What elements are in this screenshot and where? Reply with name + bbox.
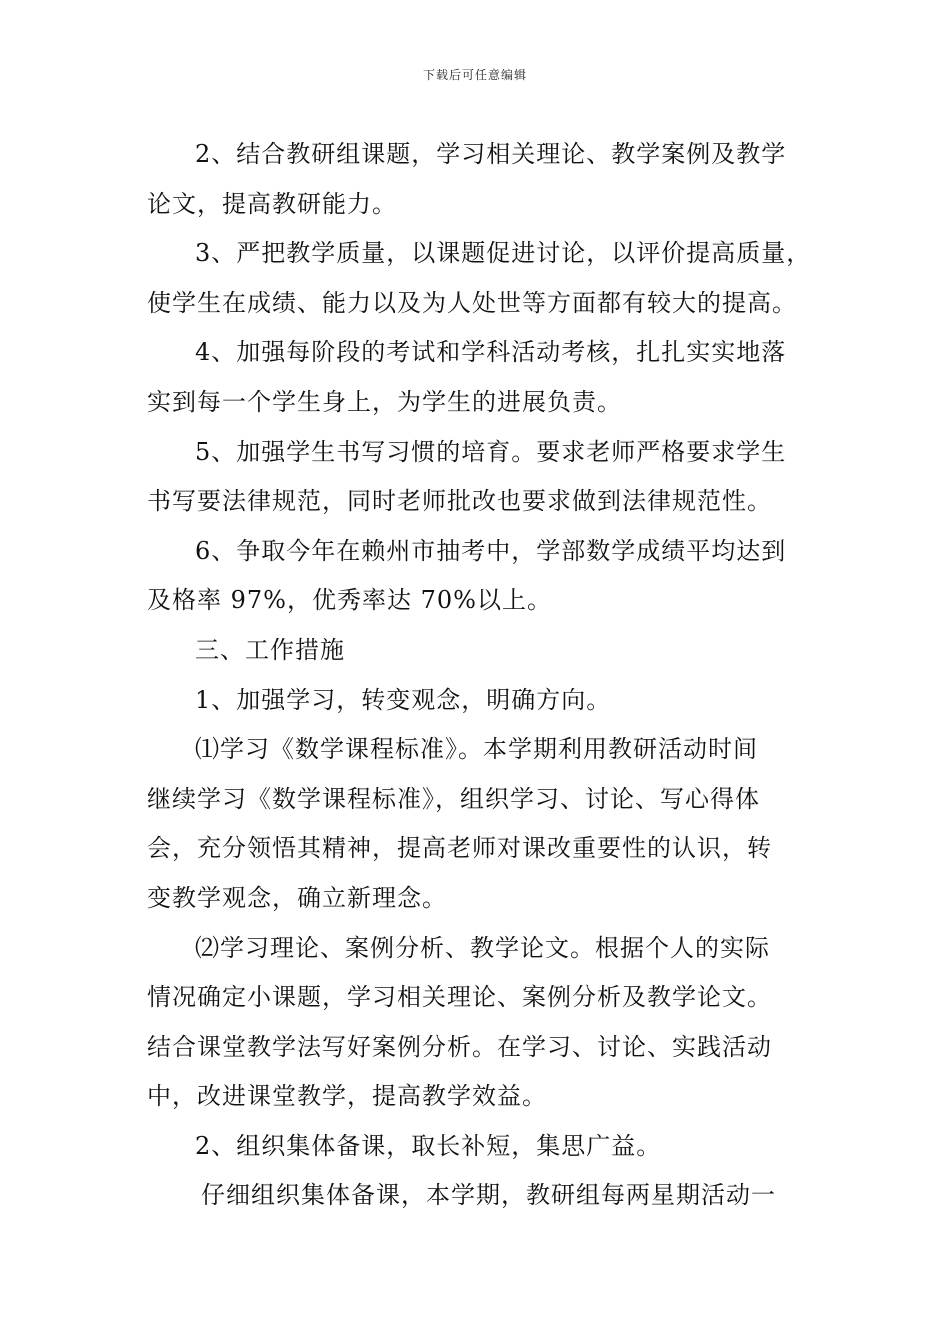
paragraph-line: 结合课堂教学法写好案例分析。在学习、讨论、实践活动 <box>147 1032 772 1061</box>
paragraph-line: 会，充分领悟其精神，提高老师对课改重要性的认识，转 <box>147 834 772 863</box>
paragraph-line: 使学生在成绩、能力以及为人处世等方面都有较大的提高。 <box>147 288 797 317</box>
section-heading: 三、工作措施 <box>195 635 345 664</box>
paragraph-line: ⑵学习理论、案例分析、教学论文。根据个人的实际 <box>195 933 770 962</box>
paragraph-line: 1、加强学习，转变观念，明确方向。 <box>195 685 612 714</box>
paragraph-line: 6、争取今年在赖州市抽考中，学部数学成绩平均达到 <box>195 536 787 565</box>
paragraph-line: 4、加强每阶段的考试和学科活动考核，扎扎实实地落 <box>195 338 787 367</box>
paragraph-line: 2、组织集体备课，取长补短，集思广益。 <box>195 1131 662 1160</box>
paragraph-line: 及格率 97%，优秀率达 70%以上。 <box>147 586 552 615</box>
paragraph-line: ⑴学习《数学课程标准》。本学期利用教研活动时间 <box>195 735 758 764</box>
paragraph-line: 继续学习《数学课程标准》，组织学习、讨论、写心得体 <box>147 784 760 813</box>
paragraph-line: 3、严把教学质量，以课题促进讨论，以评价提高质量， <box>195 239 812 268</box>
paragraph-line: 变教学观念，确立新理念。 <box>147 883 447 912</box>
paragraph-line: 论文，提高教研能力。 <box>147 189 397 218</box>
page-header: 下载后可任意编辑 <box>422 68 527 82</box>
document-body <box>147 130 817 1221</box>
paragraph-line: 实到每一个学生身上，为学生的进展负责。 <box>147 387 622 416</box>
paragraph-line: 仔细组织集体备课，本学期，教研组每两星期活动一 <box>201 1181 776 1210</box>
paragraph-line: 情况确定小课题，学习相关理论、案例分析及教学论文。 <box>147 983 772 1012</box>
paragraph-line: 中，改进课堂教学，提高教学效益。 <box>147 1082 547 1111</box>
paragraph-line: 书写要法律规范，同时老师批改也要求做到法律规范性。 <box>147 487 772 516</box>
paragraph-line: 2、结合教研组课题，学习相关理论、教学案例及教学 <box>195 140 787 168</box>
paragraph-line: 5、加强学生书写习惯的培育。要求老师严格要求学生 <box>195 437 787 466</box>
